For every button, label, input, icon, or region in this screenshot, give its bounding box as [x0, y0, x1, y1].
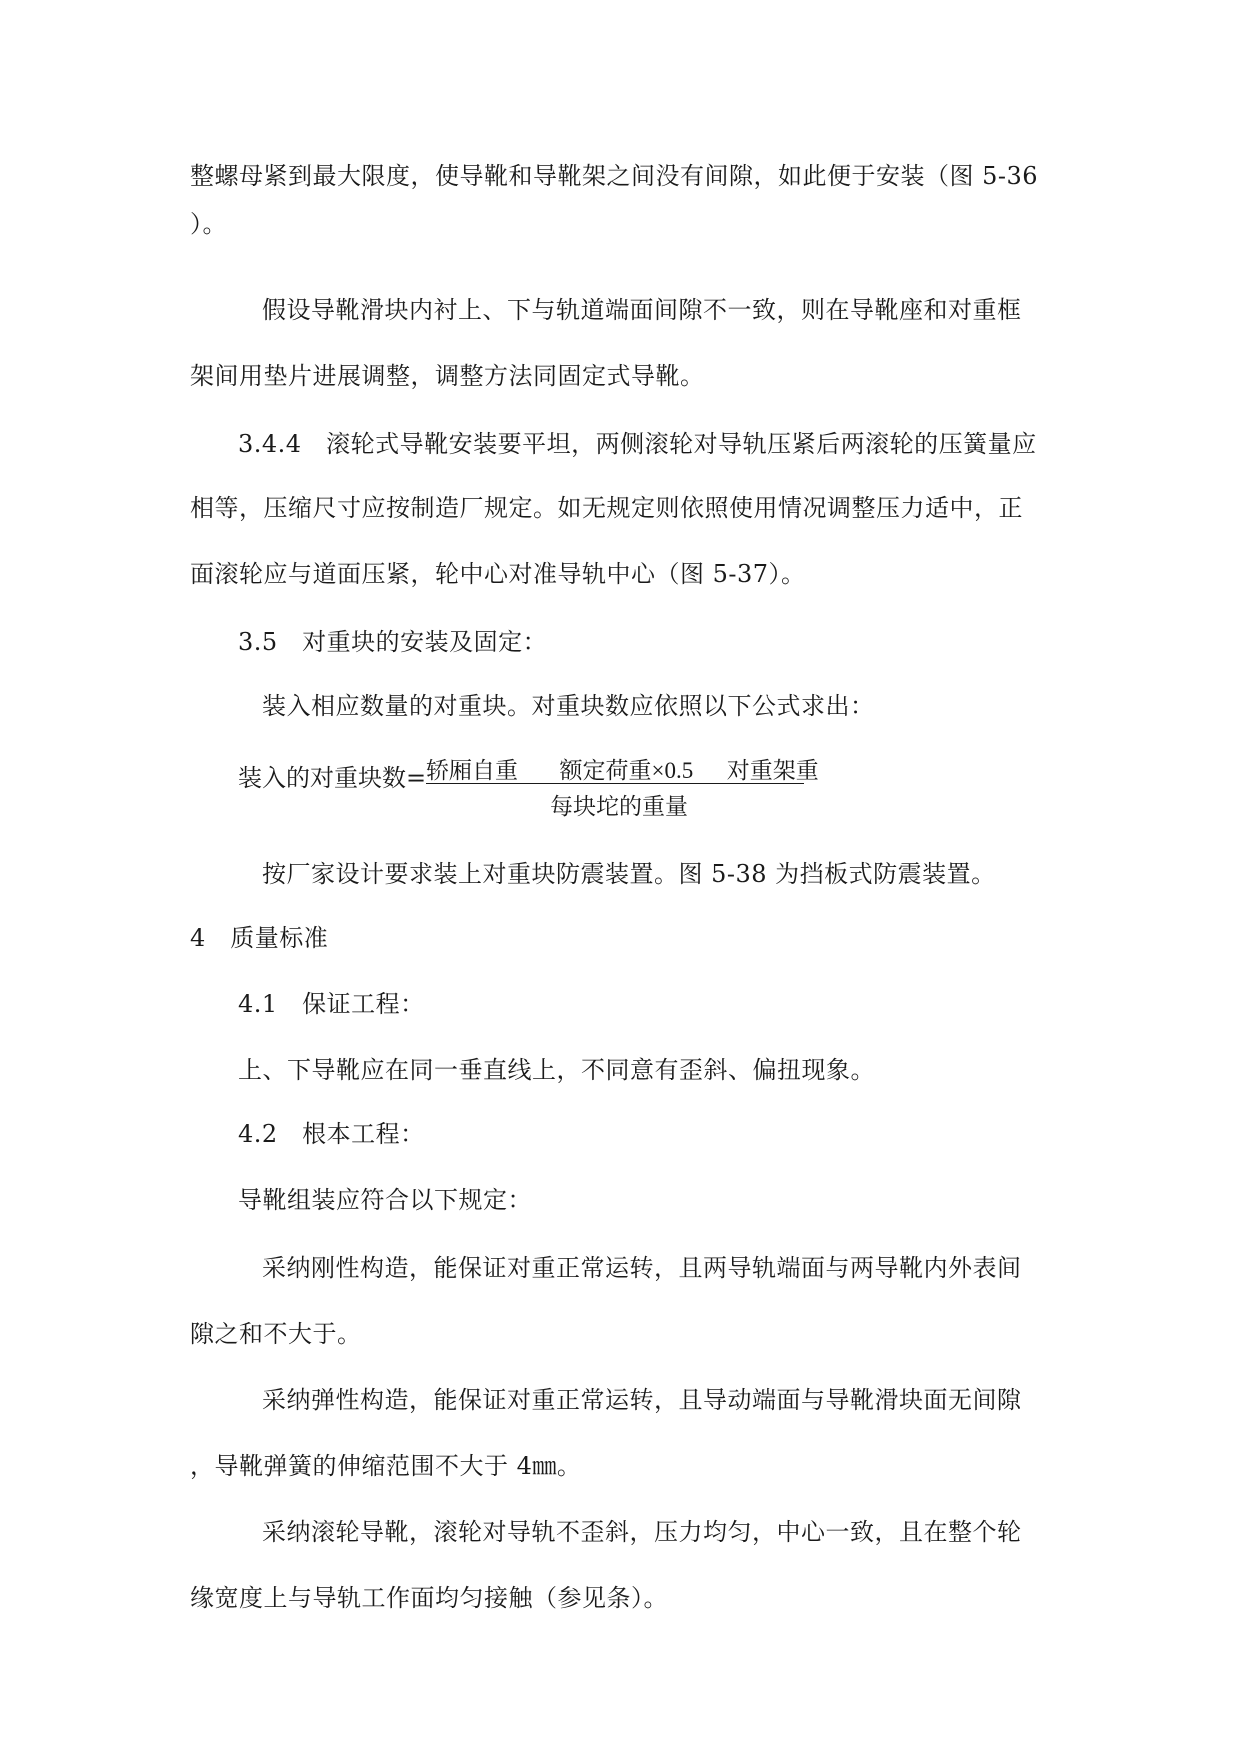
- section-heading-4-1: 4.1 保证工程：: [238, 990, 425, 1018]
- paragraph-line: 采纳刚性构造，能保证对重正常运转，且两导轨端面与两导靴内外表间: [262, 1254, 1022, 1282]
- paragraph-line: 相等，压缩尺寸应按制造厂规定。如无规定则依照使用情况调整压力适中，正: [190, 494, 1023, 522]
- paragraph-line: 导靴组装应符合以下规定：: [238, 1186, 532, 1214]
- paragraph-line: 缘宽度上与导轨工作面均匀接触（参见条）。: [190, 1584, 668, 1612]
- section-heading-3-4-4: 3.4.4 滚轮式导靴安装要平坦，两侧滚轮对导轨压紧后两滚轮的压簧量应: [238, 430, 1037, 458]
- numerator-car-weight: 轿厢自重: [426, 758, 518, 783]
- paragraph-line: 隙之和不大于。: [190, 1320, 362, 1348]
- paragraph-line: 整螺母紧到最大限度，使导靴和导靴架之间没有间隙，如此便于安装（图 5-36: [190, 162, 1039, 190]
- formula-lhs: 装入的对重块数=: [238, 764, 427, 792]
- numerator-frame-weight: 对重架重: [726, 758, 819, 783]
- paragraph-line: 装入相应数量的对重块。对重块数应依照以下公式求出：: [262, 692, 875, 720]
- fraction-bar: [426, 783, 804, 784]
- paragraph-line: 采纳弹性构造，能保证对重正常运转，且导动端面与导靴滑块面无间隙: [262, 1386, 1022, 1414]
- section-heading-4: 4 质量标准: [190, 924, 329, 952]
- paragraph-line: 采纳滚轮导靴，滚轮对导轨不歪斜，压力均匀，中心一致，且在整个轮: [262, 1518, 1022, 1546]
- paragraph-line: 假设导靴滑块内衬上、下与轨道端面间隙不一致，则在导靴座和对重框: [262, 296, 1022, 324]
- section-heading-4-2: 4.2 根本工程：: [238, 1120, 425, 1148]
- paragraph-line: 架间用垫片进展调整，调整方法同固定式导靴。: [190, 362, 705, 390]
- paragraph-line: 按厂家设计要求装上对重块防震装置。图 5-38 为挡板式防震装置。: [262, 860, 996, 888]
- paragraph-line: ，导靴弹簧的伸缩范围不大于 4㎜。: [190, 1452, 582, 1480]
- section-heading-3-5: 3.5 对重块的安装及固定：: [238, 628, 548, 656]
- numerator-rated-load: 额定荷重×0.5: [559, 758, 694, 783]
- paragraph-line: 面滚轮应与道面压紧，轮中心对准导轨中心（图 5-37）。: [190, 560, 806, 588]
- paragraph-line: 上、下导靴应在同一垂直线上，不同意有歪斜、偏扭现象。: [238, 1056, 875, 1084]
- formula-denominator: 每块坨的重量: [550, 794, 688, 819]
- paragraph-line: ）。: [190, 210, 227, 238]
- formula-numerator: [426, 752, 819, 785]
